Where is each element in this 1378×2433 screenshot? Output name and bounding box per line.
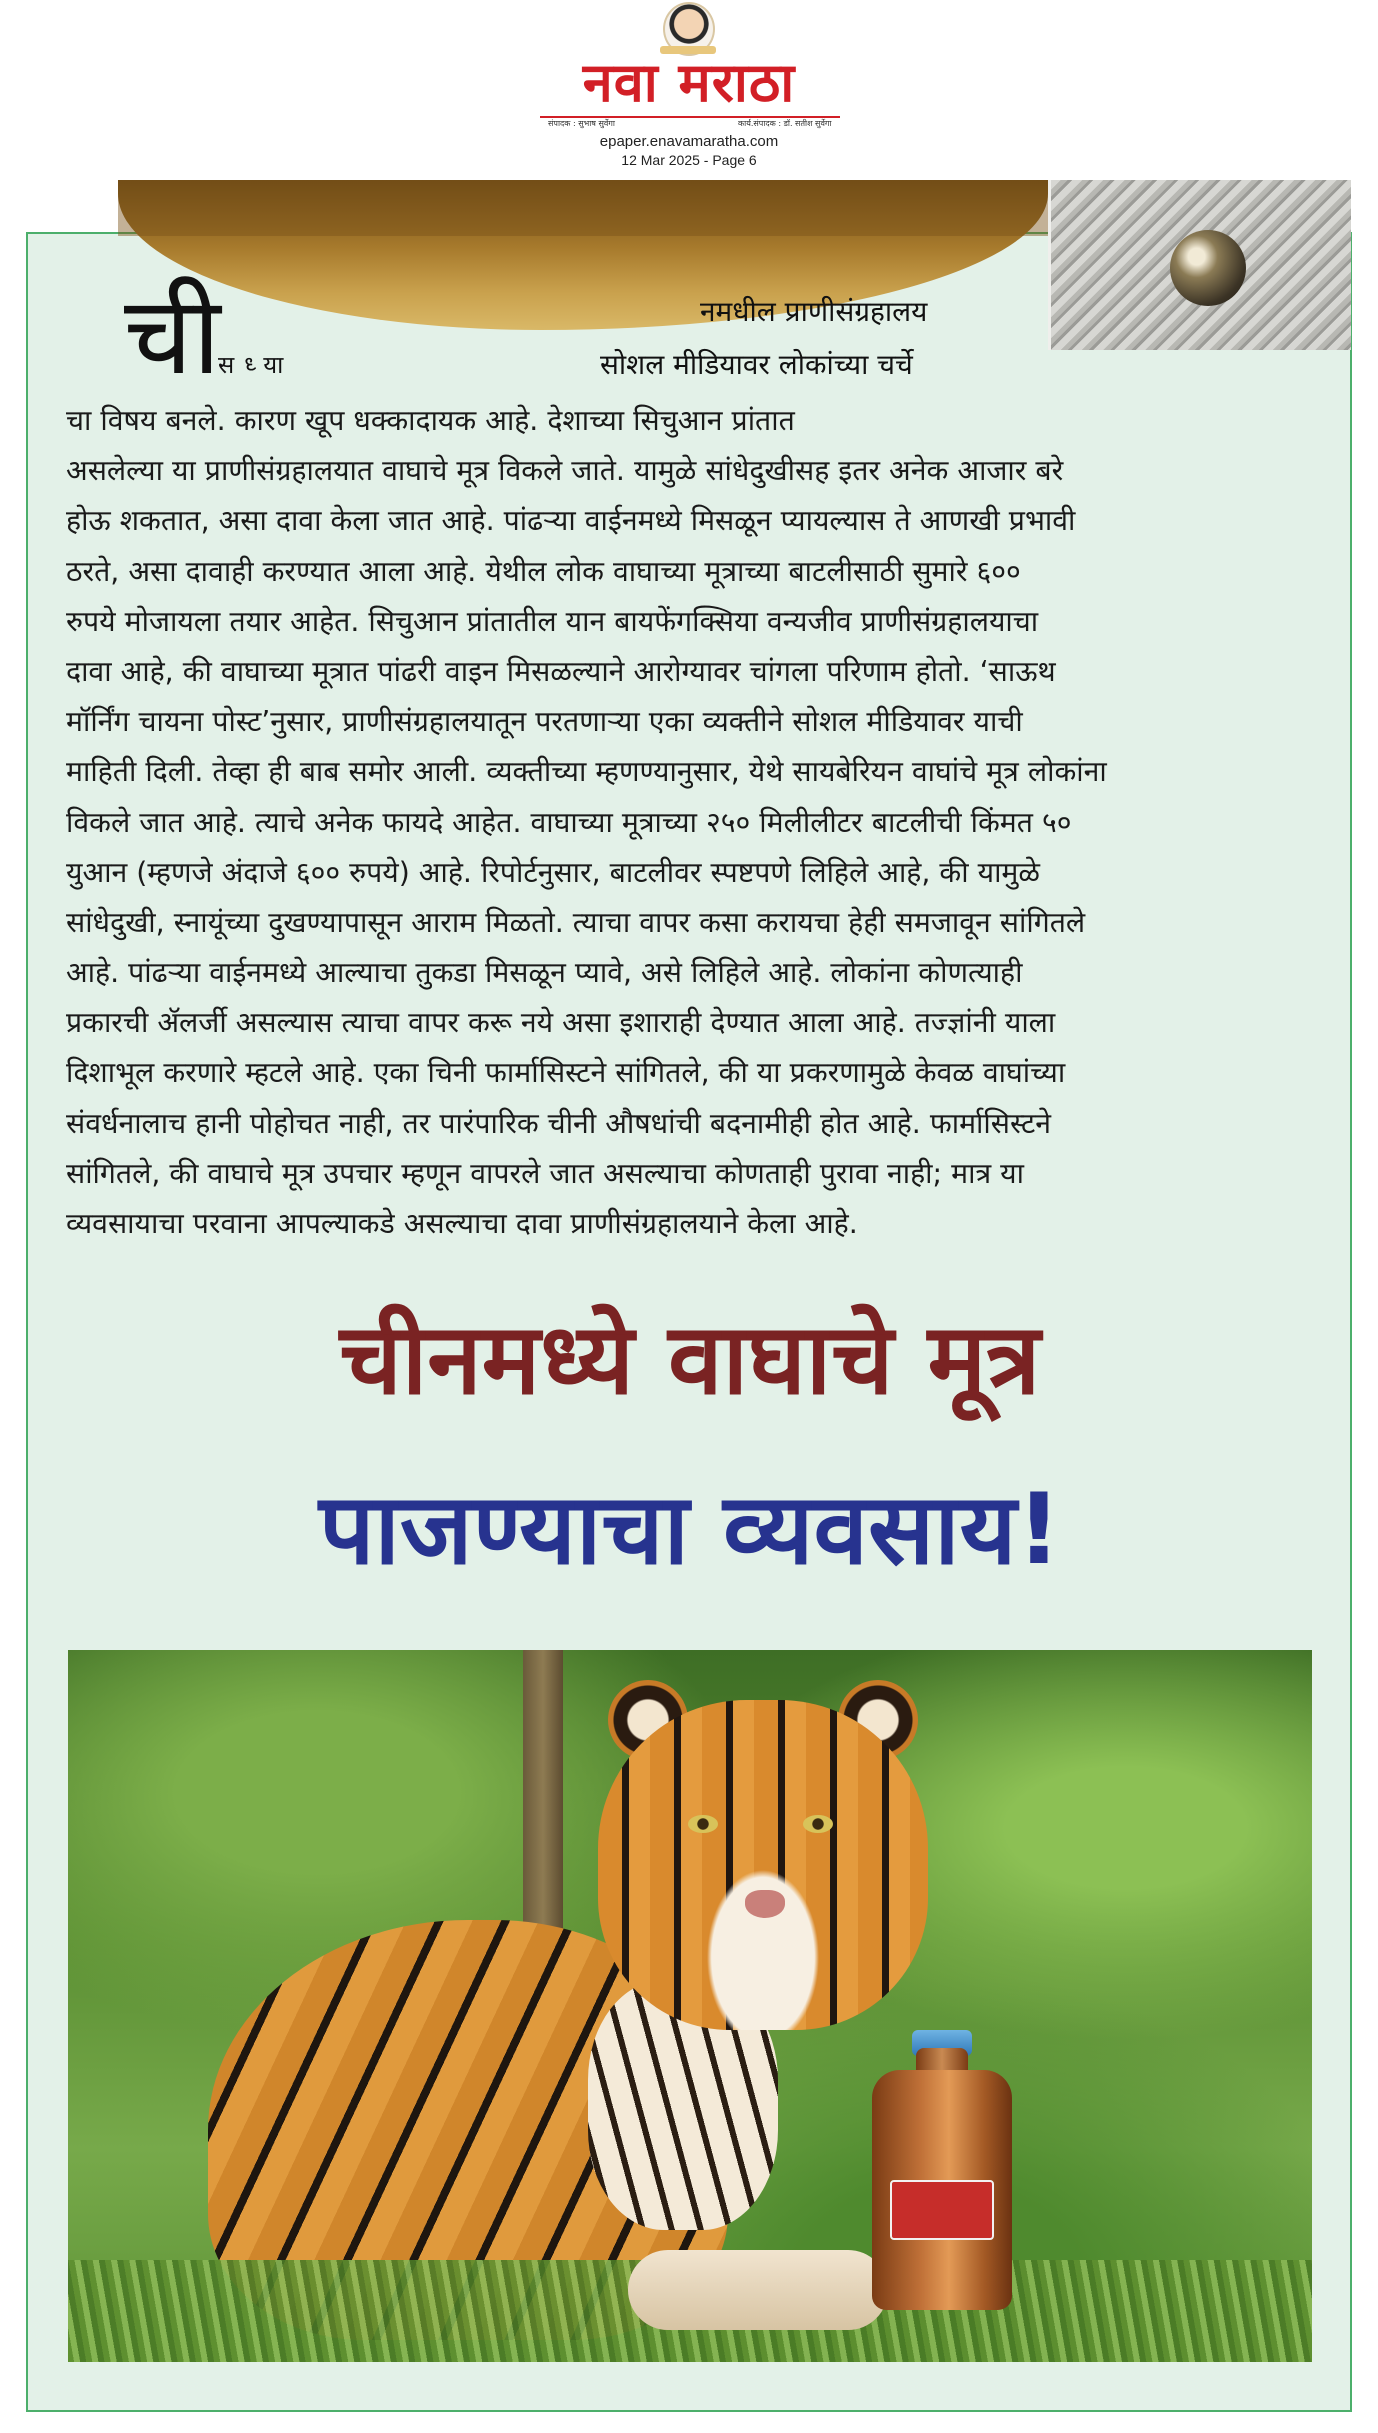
body-line: असलेल्या या प्राणीसंग्रहालयात वाघाचे मूत्र विकले जाते. यामुळे सांधेदुखीसह इतर अनेक आजार बरे — [66, 454, 1064, 488]
body-line: माहिती दिली. तेव्हा ही बाब समोर आली. व्यक्तीच्या म्हणण्यानुसार, येथे सायबेरियन वाघांचे मूत्र लोकांना — [66, 755, 1107, 789]
tiger-eye-left — [688, 1815, 718, 1833]
body-line: ठरते, असा दावाही करण्यात आला आहे. येथील लोक वाघाच्या मूत्राच्या बाटलीसाठी सुमारे ६०० — [66, 554, 1021, 588]
bottle-cap-shadow — [118, 180, 1048, 236]
body-line: युआन (म्हणजे अंदाजे ६०० रुपये) आहे. रिपोर्टनुसार, बाटलीवर स्पष्टपणे लिहिले आहे, की यामुळे — [66, 855, 1040, 889]
body-line: आहे. पांढऱ्या वाईनमध्ये आल्याचा तुकडा मिसळून प्यावे, असे लिहिले आहे. लोकांना कोणत्याही — [66, 956, 1023, 990]
body-line: दावा आहे, की वाघाच्या मूत्रात पांढरी वाइन मिसळल्याने आरोग्यावर चांगला परिणाम होतो. ‘साऊथ — [66, 654, 1056, 688]
lead-line-1: नमधील प्राणीसंग्रहालय — [700, 295, 928, 328]
lead-line-2: सोशल मीडियावर लोकांच्या चर्चे — [600, 348, 913, 381]
tiger-paw — [628, 2250, 888, 2330]
edition-date-page: 12 Mar 2025 - Page 6 — [621, 152, 757, 168]
tiger-photo — [68, 1650, 1312, 2362]
article-body — [66, 396, 1316, 1249]
body-line: सांधेदुखी, स्नायूंच्या दुखण्यापासून आराम मिळतो. त्याचा वापर कसा करायचा हेही समजावून सांगितले — [66, 905, 1086, 939]
body-line: मॉर्निंग चायना पोस्ट’नुसार, प्राणीसंग्रहालयातून परतणाऱ्या एका व्यक्तीने सोशल मीडियावर याची — [66, 705, 1023, 739]
tiger-nose — [745, 1890, 785, 1918]
headline-line-1: चीनमध्ये वाघाचे मूत्र — [339, 1303, 1041, 1417]
tiger-eye-right — [803, 1815, 833, 1833]
logo-underline — [540, 116, 840, 118]
epaper-url[interactable]: epaper.enavamaratha.com — [599, 133, 779, 150]
body-line: व्यवसायाचा परवाना आपल्याकडे असल्याचा दावा प्राणीसंग्रहालयाने केला आहे. — [66, 1207, 858, 1240]
body-line: संवर्धनालाच हानी पोहोचत नाही, तर पारंपारिक चीनी औषधांची बदनामीही होत आहे. फार्मासिस्टने — [66, 1106, 1052, 1140]
editor-credit: संपादक : सुभाष सुर्वेगा — [548, 119, 615, 128]
body-line: दिशाभूल करणारे म्हटले आहे. एका चिनी फार्मासिस्टने सांगितले, की या प्रकरणामुळे केवळ वाघांच्या — [66, 1056, 1066, 1090]
rivet-icon — [1170, 230, 1246, 306]
body-line: विकले जात आहे. त्याचे अनेक फायदे आहेत. वाघाच्या मूत्राच्या २५० मिलीलीटर बाटलीची किंमत ५० — [66, 805, 1072, 839]
body-line: सांगितले, की वाघाचे मूत्र उपचार म्हणून वापरले जात असल्याचा कोणताही पुरावा नाही; मात्र या — [66, 1156, 1024, 1190]
tiger-head — [598, 1700, 928, 2030]
body-line: प्रकारची ॲलर्जी असल्यास त्याचा वापर करू नये असा इशाराही देण्यात आला आहे. तज्ज्ञांनी याला — [66, 1006, 1056, 1040]
body-line: चा विषय बनले. कारण खूप धक्कादायक आहे. देशाच्या सिचुआन प्रांतात — [66, 404, 795, 437]
masthead — [0, 0, 1378, 178]
dateline: सध्या — [218, 351, 294, 379]
headline-line-2: पाजण्याचा व्यवसाय! — [318, 1473, 1062, 1587]
newspaper-logo[interactable]: नवा मराठा — [582, 51, 796, 114]
executive-editor-credit: कार्य.संपादक : डॉ. सतीश सुर्वेगा — [738, 119, 832, 128]
body-line: होऊ शकतात, असा दावा केला जात आहे. पांढऱ्या वाईनमध्ये मिसळून प्यायल्यास ते आणखी प्रभावी — [66, 504, 1076, 538]
tree-trunk — [523, 1650, 563, 1950]
drop-cap: ची — [124, 274, 221, 399]
bottle-label — [890, 2180, 994, 2240]
edition-meta — [489, 133, 889, 169]
body-line: रुपये मोजायला तयार आहेत. सिचुआन प्रांतातील यान बायफेंगक्सिया वन्यजीव प्राणीसंग्रहालयाचा — [66, 604, 1039, 638]
